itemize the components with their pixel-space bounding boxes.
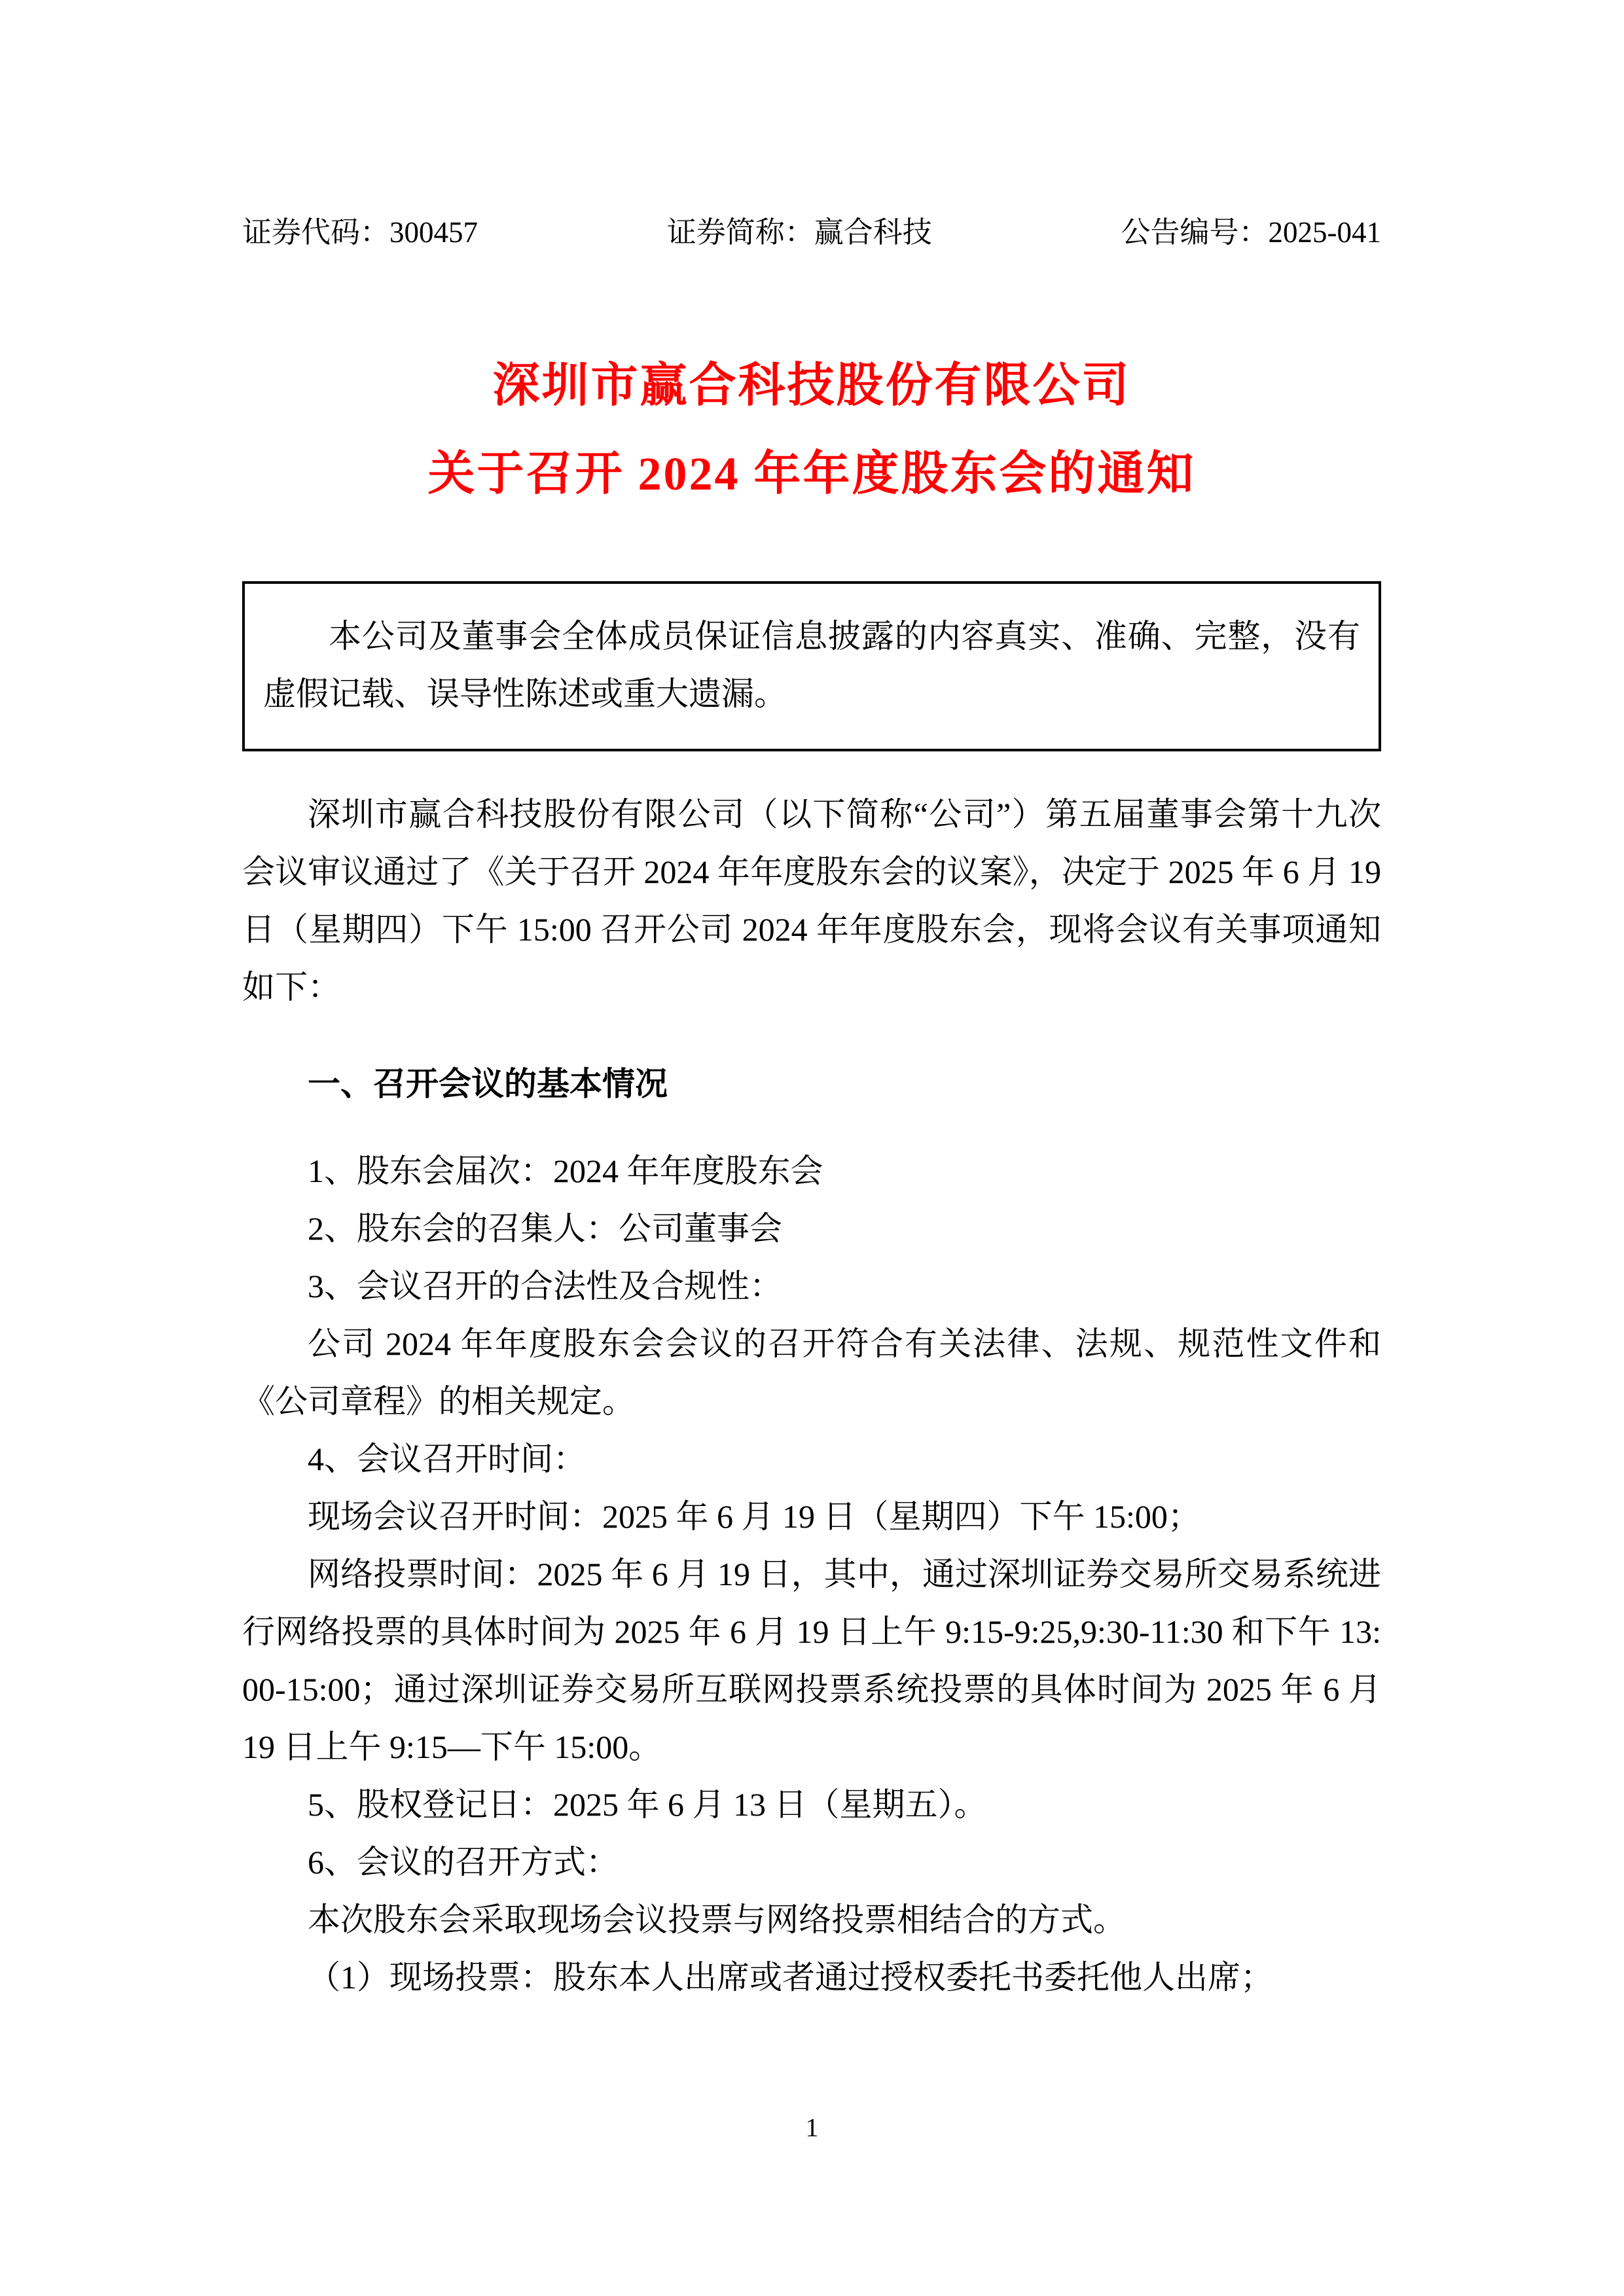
paragraph-meeting-time-label: 4、会议召开时间： xyxy=(308,1441,586,1477)
stock-abbreviation: 证券简称：赢合科技 xyxy=(666,216,932,249)
announcement-number: 公告编号：2025-041 xyxy=(1121,216,1381,249)
disclaimer-text: 本公司及董事会全体成员保证信息披露的内容真实、准确、完整，没有虚假记载、误导性陈述或重大遗漏。 xyxy=(263,618,1360,712)
paragraph-onsite-voting: （1）现场投票：股东本人出席或者通过授权委托书委托他人出席； xyxy=(308,1959,1273,1996)
body-paragraphs xyxy=(242,785,1381,2006)
doc-title xyxy=(242,342,1381,518)
paragraph-convener: 2、股东会的召集人：公司董事会 xyxy=(308,1210,782,1247)
page-content xyxy=(242,0,1381,2006)
page-number: 1 xyxy=(805,2113,819,2142)
paragraph-intro: 深圳市赢合科技股份有限公司（以下简称“公司”）第五届董事会第十九次会议审议通过了《关于召开 2024 年年度股东会的议案》，决定于 2025 年 6 月 19 日（星期四）下午 15:00 召开公司 2024 年年度股东会，现将会议有关事项通知如下： xyxy=(242,796,1381,1005)
doc-title-line2: 关于召开 2024 年年度股东会的通知 xyxy=(427,448,1196,500)
paragraph-legality-detail: 公司 2024 年年度股东会会议的召开符合有关法律、法规、规范性文件和《公司章程》的相关规定。 xyxy=(242,1325,1381,1420)
paragraph-meeting-session: 1、股东会届次：2024 年年度股东会 xyxy=(308,1153,823,1189)
section-heading-basic-info: 一、召开会议的基本情况 xyxy=(308,1066,668,1102)
paragraph-online-voting-time: 网络投票时间：2025 年 6 月 19 日，其中，通过深圳证券交易所交易系统进行网络投票的具体时间为 2025 年 6 月 19 日上午 9:15-9:25,9:30-11:30 和下午 13:00-15:00；通过深圳证券交易所互联网投票系统投票的具体时间为 2025 年 6 月 19 日上午 9:15—下午 15:00。 xyxy=(242,1556,1381,1765)
stock-code: 证券代码：300457 xyxy=(242,216,478,249)
disclaimer-box xyxy=(242,581,1381,751)
doc-title-line1: 深圳市赢合科技股份有限公司 xyxy=(492,359,1131,412)
paragraph-record-date: 5、股权登记日：2025 年 6 月 13 日（星期五）。 xyxy=(308,1786,987,1823)
paragraph-meeting-method-label: 6、会议的召开方式： xyxy=(308,1844,619,1880)
paragraph-legality-label: 3、会议召开的合法性及合规性： xyxy=(308,1268,782,1304)
securities-header xyxy=(242,0,1381,249)
paragraph-meeting-method-detail: 本次股东会采取现场会议投票与网络投票相结合的方式。 xyxy=(308,1901,1126,1938)
paragraph-onsite-time: 现场会议召开时间：2025 年 6 月 19 日（星期四）下午 15:00； xyxy=(308,1498,1200,1535)
